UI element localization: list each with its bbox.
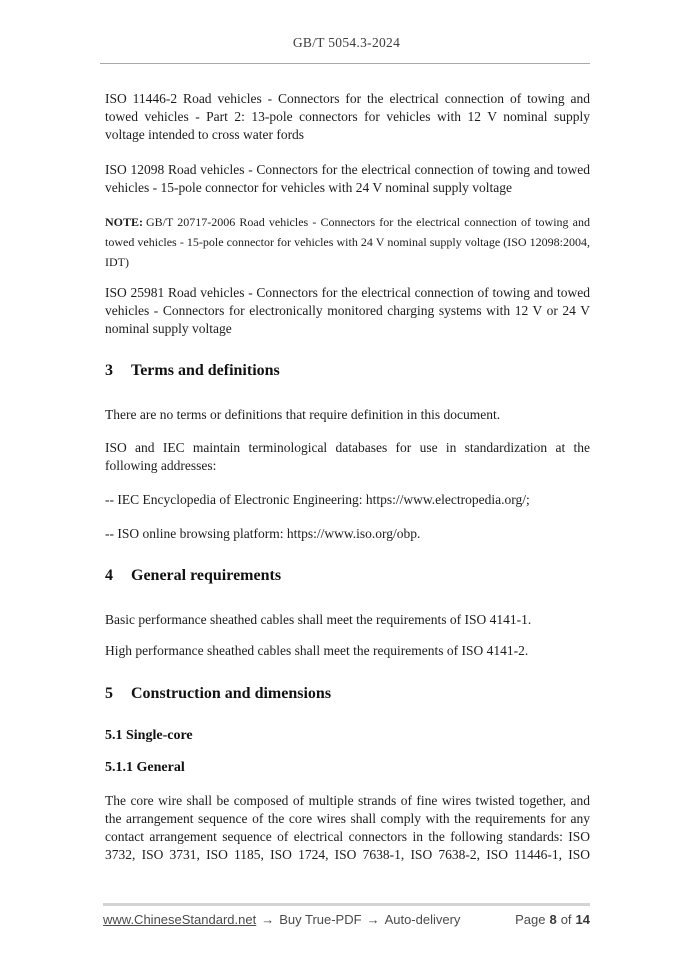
of-label: of: [560, 912, 572, 927]
para-high-performance: High performance sheathed cables shall meet the requirements of ISO 4141-2.: [105, 643, 529, 658]
header-rule: [100, 63, 590, 64]
footer-delivery-text: Auto-delivery: [384, 912, 461, 927]
section-4-heading: [105, 566, 590, 586]
section-3-number: 3: [105, 362, 113, 379]
page-current: 8: [549, 912, 557, 927]
footer-left: [103, 912, 460, 927]
page-label: Page: [515, 912, 546, 927]
footer-row: [103, 912, 590, 927]
note-text: GB/T 20717-2006 Road vehicles - Connectors for the electrical connection of towing and towed vehicles - 15-pole connector for vehicles with 24 V nominal supply voltage (ISO 12098:2004, IDT): [105, 215, 590, 269]
section-3-title: Terms and definitions: [131, 362, 280, 379]
footer-buy-text: Buy True-PDF: [279, 912, 362, 927]
section-4-number: 4: [105, 567, 113, 584]
section-4-title: General requirements: [131, 567, 282, 584]
para-terminology-databases: ISO and IEC maintain terminological databases for use in standardization at the following addresses:: [105, 440, 590, 473]
footer-page-indicator: [515, 912, 590, 927]
section-5-title: Construction and dimensions: [131, 685, 332, 702]
section-5-heading: [105, 684, 590, 704]
section-3-heading: [105, 361, 590, 381]
para-core-wire: The core wire shall be composed of multiple strands of fine wires twisted together, and the arrangement sequence of the core wires shall comply with the requirements for any contact arrangement sequence of electrical connectors in the following standards: ISO 3732, ISO 3731, ISO 1185, ISO 1724, ISO 7638-1, ISO 7638-2, ISO 11446-1, ISO: [105, 793, 590, 862]
document-body: [105, 90, 590, 864]
footer-rule: [103, 903, 590, 906]
reference-paragraph-iso-25981: ISO 25981 Road vehicles - Connectors for the electrical connection of towing and towed vehicles - Connectors for electronically monitored charging systems with 12 V or 24 V nominal supply voltage: [105, 285, 590, 336]
para-basic-performance: Basic performance sheathed cables shall meet the requirements of ISO 4141-1.: [105, 612, 532, 627]
para-no-terms: There are no terms or definitions that require definition in this document.: [105, 407, 501, 422]
heading-5-1-1: 5.1.1 General: [105, 760, 185, 775]
doc-number: GB/T 5054.3-2024: [292, 35, 401, 50]
note-paragraph: [105, 212, 590, 272]
arrow-right-icon: →: [261, 912, 275, 927]
reference-paragraph-iso-12098: ISO 12098 Road vehicles - Connectors for the electrical connection of towing and towed vehicles - 15-pole connector for vehicles with 24 V nominal supply voltage: [105, 162, 590, 195]
page-total: 14: [575, 912, 590, 927]
heading-5-1: 5.1 Single-core: [105, 728, 193, 743]
list-item-iec-encyclopedia: -- IEC Encyclopedia of Electronic Engineering: https://www.electropedia.org/;: [105, 492, 530, 507]
arrow-right-icon: →: [366, 912, 380, 927]
page-header: [0, 0, 693, 51]
reference-paragraph-iso-11446-2: ISO 11446-2 Road vehicles - Connectors for the electrical connection of towing and towed vehicles - Part 2: 13-pole connectors for vehicles with 12 V nominal supply voltage intended to cross water fords: [105, 91, 590, 142]
footer-site-link[interactable]: www.ChineseStandard.net: [103, 912, 257, 927]
page-footer: [103, 903, 590, 927]
section-5-number: 5: [105, 685, 113, 702]
note-label: NOTE:: [105, 215, 144, 229]
list-item-iso-browsing-platform: -- ISO online browsing platform: https://www.iso.org/obp.: [105, 526, 421, 541]
